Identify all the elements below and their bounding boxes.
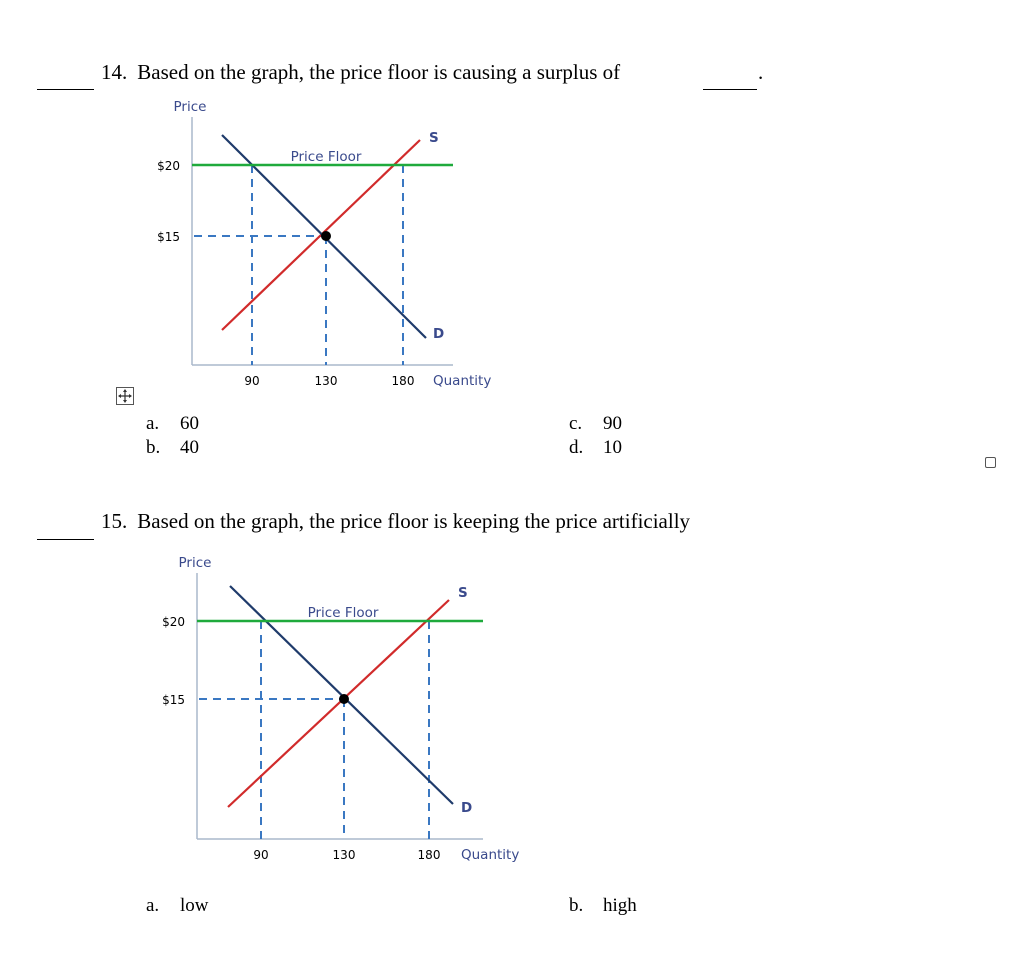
y-tick-label: $15 <box>157 230 180 244</box>
x-tick-label: 90 <box>244 374 260 388</box>
supply-label: S <box>429 130 439 146</box>
move-handle-icon[interactable] <box>116 387 134 405</box>
x-axis-label: Quantity <box>461 847 520 863</box>
q14-question <box>101 60 620 85</box>
x-tick-label: 180 <box>391 374 415 388</box>
equilibrium-point <box>339 694 349 704</box>
demand-label: D <box>461 800 473 816</box>
y-axis-label: Price <box>178 555 212 571</box>
y-tick-label: $20 <box>157 159 180 173</box>
q14-choice-b[interactable]: b. 40 <box>146 437 199 458</box>
price-floor-label: Price Floor <box>307 605 379 621</box>
supply-label: S <box>458 585 468 601</box>
y-tick-label: $20 <box>162 615 185 629</box>
q15-chart <box>140 545 540 875</box>
price-floor-label: Price Floor <box>290 149 362 165</box>
q15-number: 15. <box>101 509 128 533</box>
demand-label: D <box>433 326 445 342</box>
q14-text: Based on the graph, the price floor is causing a surplus of <box>137 60 621 84</box>
q15-choice-a[interactable]: a. low <box>146 895 209 916</box>
x-tick-label: 130 <box>314 374 338 388</box>
q14-choice-a[interactable]: a. 60 <box>146 413 199 434</box>
x-tick-label: 90 <box>253 848 269 862</box>
q15-choice-b[interactable]: b. high <box>569 895 637 916</box>
q14-period: . <box>758 60 764 84</box>
q14-choice-c[interactable]: c. 90 <box>569 413 622 434</box>
q15-text: Based on the graph, the price floor is keeping the price artificially <box>137 509 691 533</box>
q15-question <box>101 509 690 534</box>
q15-answer-blank <box>37 539 94 540</box>
q14-surplus-blank <box>703 89 757 90</box>
y-axis-label: Price <box>173 99 207 115</box>
x-tick-label: 180 <box>417 848 441 862</box>
q14-choice-d[interactable]: d. 10 <box>569 437 622 458</box>
y-tick-label: $15 <box>162 693 185 707</box>
q14-number: 14. <box>101 60 128 84</box>
x-tick-label: 130 <box>332 848 356 862</box>
checkbox-icon[interactable] <box>985 457 996 468</box>
q14-chart <box>140 95 520 395</box>
equilibrium-point <box>321 231 331 241</box>
x-axis-label: Quantity <box>433 373 492 389</box>
q14-answer-blank <box>37 89 94 90</box>
supply-curve <box>228 600 449 807</box>
